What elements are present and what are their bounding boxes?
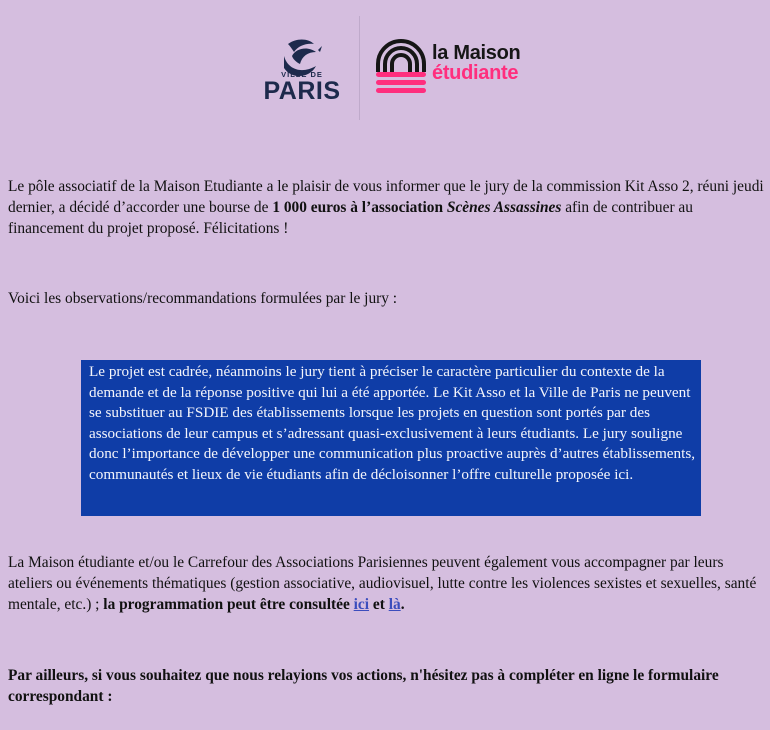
ville-de-label: VILLE DE bbox=[281, 70, 323, 79]
association-name: Scènes Assassines bbox=[446, 199, 562, 216]
support-end: . bbox=[400, 596, 405, 613]
jury-observations-text: Le projet est cadrée, néanmoins le jury tient à préciser le caractère particulier du contexte de la demande et de la réponse positive qui lui a été apportée. Le Kit Asso et la Ville de Paris ne peuvent se substituer au FSDIE des établissements lorsque les projets en question sont portés par des associations de leur campus et s’adressant quasi-exclusivement à leurs étudiants. Le jury souligne donc l’importance de développer une communication plus proactive auprès d’autres établissements, communautés et lieux de vie étudiants afin de décloisonner l’offre culturelle proposée ici. bbox=[89, 363, 696, 483]
intro-text: Le pôle associatif de la Maison Etudiante a le plaisir de vous informer que le jury de la commission Kit Asso 2, réuni jeudi dernier, a décidé d’accorder une bourse de bbox=[8, 178, 764, 216]
logo-divider bbox=[359, 16, 360, 120]
paris-label: PARIS bbox=[263, 77, 341, 105]
grant-amount: 1 000 euros à l’association bbox=[272, 199, 447, 216]
email-header bbox=[0, 0, 770, 130]
programme-link-ici[interactable]: ici bbox=[353, 596, 370, 613]
intro-paragraph bbox=[8, 176, 764, 239]
maison-etudiante-arch-icon bbox=[374, 36, 428, 94]
jury-observations-box bbox=[81, 360, 701, 516]
closing-paragraph: Par ailleurs, si vous souhaitez que nous relayions vos actions, n'hésitez pas à compléter en ligne le formulaire correspondant : bbox=[8, 667, 719, 705]
and-text: et bbox=[369, 596, 389, 613]
observations-heading: Voici les observations/recommandations formulées par le jury : bbox=[8, 290, 398, 307]
maison-logo-line2: étudiante bbox=[432, 62, 519, 84]
support-text: La Maison étudiante et/ou le Carrefour des Associations Parisiennes peuvent également vous accompagner par leurs ateliers ou événements thématiques (gestion associative, audiovisuel, lutte contre les violences sexistes et sexuelles, santé mentale, etc.) ; bbox=[8, 554, 757, 613]
support-paragraph bbox=[8, 552, 768, 615]
programme-link-la[interactable]: là bbox=[388, 596, 401, 613]
programme-text: la programmation peut être consultée bbox=[103, 596, 354, 613]
maison-logo-line1: la Maison bbox=[432, 42, 521, 64]
intro-text-end: afin de contribuer au financement du projet proposé. Félicitations ! bbox=[8, 199, 693, 237]
